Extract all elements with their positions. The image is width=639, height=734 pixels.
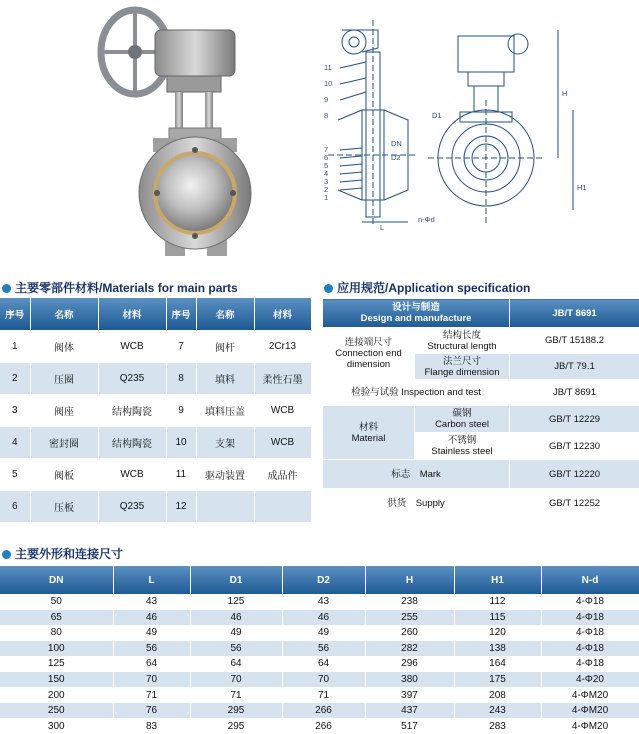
table-row [323, 460, 639, 489]
table-cell: 4-ΦM20 [541, 687, 639, 703]
callout-3: 3 [324, 177, 329, 186]
table-cell: 138 [454, 641, 541, 657]
table-cell: 300 [0, 718, 113, 734]
column-header: D2 [282, 566, 365, 594]
dims-section-title: 主要外形和连接尺寸 [2, 545, 123, 562]
column-header: 序号 [166, 298, 196, 331]
table-cell: 1 [0, 331, 30, 363]
table-cell: 10 [166, 427, 196, 459]
table-cell: 266 [282, 718, 365, 734]
table-row [323, 328, 639, 354]
table-cell: 阀板 [30, 459, 98, 491]
table-cell: 115 [454, 610, 541, 626]
butterfly-valve-image [95, 0, 285, 265]
dim-label-h: H [562, 89, 568, 98]
table-cell: 282 [365, 641, 454, 657]
table-cell: 结构陶瓷 [98, 395, 166, 427]
column-header: N-d [541, 566, 639, 594]
table-cell: 49 [113, 625, 190, 641]
dim-label-d1: D1 [432, 111, 442, 120]
table-cell: 397 [365, 687, 454, 703]
table-row [0, 395, 311, 427]
table-cell: 71 [113, 687, 190, 703]
table-cell: 阀座 [30, 395, 98, 427]
table-cell: 阀杆 [196, 331, 254, 363]
table-row [0, 610, 639, 626]
table-cell: 296 [365, 656, 454, 672]
callout-5: 5 [324, 161, 329, 170]
table-cell: WCB [98, 331, 166, 363]
design-standard-cell: JB/T 8691 [510, 299, 639, 328]
table-cell: 4-Φ18 [541, 625, 639, 641]
table-cell: 150 [0, 672, 113, 688]
table-cell: 125 [0, 656, 113, 672]
table-cell: 49 [190, 625, 282, 641]
table-cell: 4-ΦM20 [541, 703, 639, 719]
table-cell: 3 [0, 395, 30, 427]
table-cell: 266 [282, 703, 365, 719]
table-row [0, 459, 311, 491]
table-header-row [0, 566, 639, 594]
table-cell: 70 [190, 672, 282, 688]
table-cell: 4-ΦM20 [541, 718, 639, 734]
table-cell: 驱动装置 [196, 459, 254, 491]
table-cell: 65 [0, 610, 113, 626]
table-cell: 295 [190, 703, 282, 719]
materials-section-title: 主要零部件材料/Materials for main parts [2, 279, 238, 296]
bullet-icon [2, 284, 11, 293]
table-cell: 46 [282, 610, 365, 626]
table-cell: 4-Φ18 [541, 594, 639, 610]
table-cell: 9 [166, 395, 196, 427]
technical-drawing [318, 0, 638, 235]
table-cell: WCB [254, 427, 311, 459]
table-row [323, 406, 639, 433]
dim-label-dn: DN [391, 139, 402, 148]
table-row [0, 427, 311, 459]
carbon-steel-standard: GB/T 12229 [510, 406, 639, 433]
table-cell: 填料 [196, 363, 254, 395]
table-cell [196, 491, 254, 523]
column-header: DN [0, 566, 113, 594]
dim-label-l: L [380, 223, 385, 232]
table-cell: 255 [365, 610, 454, 626]
material-label-cell: 材料 Material [323, 406, 415, 460]
table-header-row [323, 299, 639, 328]
materials-table [0, 298, 312, 522]
table-cell: 175 [454, 672, 541, 688]
table-cell: 2 [0, 363, 30, 395]
table-cell: 49 [282, 625, 365, 641]
design-header-cell: 设计与制造 Design and manufacture [323, 299, 510, 328]
table-cell: 46 [190, 610, 282, 626]
column-header: 材料 [98, 298, 166, 331]
table-cell: 295 [190, 718, 282, 734]
table-row [0, 672, 639, 688]
column-header: H1 [454, 566, 541, 594]
table-cell: 43 [282, 594, 365, 610]
bullet-icon [324, 284, 333, 293]
table-cell: 238 [365, 594, 454, 610]
table-row [0, 641, 639, 657]
table-cell: 4 [0, 427, 30, 459]
supply-standard: GB/T 12252 [510, 489, 639, 519]
spec-section-title: 应用规范/Application specification [324, 279, 530, 296]
table-row [0, 687, 639, 703]
column-header: 材料 [254, 298, 311, 331]
table-cell: WCB [254, 395, 311, 427]
table-cell: 11 [166, 459, 196, 491]
table-header-row [0, 298, 311, 331]
table-cell: 283 [454, 718, 541, 734]
table-cell: 164 [454, 656, 541, 672]
callout-4: 4 [324, 169, 329, 178]
callout-2: 2 [324, 185, 329, 194]
table-cell: Q235 [98, 363, 166, 395]
table-cell: 56 [113, 641, 190, 657]
table-cell: 阀体 [30, 331, 98, 363]
callout-9: 9 [324, 95, 329, 104]
table-cell: 柔性石墨 [254, 363, 311, 395]
callout-7: 7 [324, 145, 329, 154]
table-cell: WCB [98, 459, 166, 491]
table-cell: 260 [365, 625, 454, 641]
table-cell: 70 [113, 672, 190, 688]
table-cell: 支架 [196, 427, 254, 459]
supply-label-cell: 供货 Supply [323, 489, 510, 519]
flange-dimension-standard: JB/T 79.1 [510, 354, 639, 380]
callout-6: 6 [324, 153, 329, 162]
column-header: 名称 [30, 298, 98, 331]
dim-label-nd: n-Φd [418, 215, 435, 224]
bullet-icon [2, 550, 11, 559]
table-cell: 4-Φ18 [541, 656, 639, 672]
column-header: 名称 [196, 298, 254, 331]
connection-label-cell: 连接端尺寸 Connection end dimension [323, 328, 415, 380]
table-cell: 46 [113, 610, 190, 626]
stainless-steel-standard: GB/T 12230 [510, 433, 639, 460]
table-cell: 120 [454, 625, 541, 641]
table-cell: 71 [282, 687, 365, 703]
table-cell: 125 [190, 594, 282, 610]
table-cell: 71 [190, 687, 282, 703]
table-cell: 压圈 [30, 363, 98, 395]
table-row [0, 594, 639, 610]
table-cell: 5 [0, 459, 30, 491]
table-cell: 112 [454, 594, 541, 610]
structural-length-cell: 结构长度 Structural length [415, 328, 510, 354]
table-row [0, 363, 311, 395]
table-cell: 12 [166, 491, 196, 523]
table-cell: 4-Φ18 [541, 610, 639, 626]
table-row [0, 718, 639, 734]
table-cell [254, 491, 311, 523]
table-row [0, 331, 311, 363]
table-cell: 7 [166, 331, 196, 363]
table-cell: 200 [0, 687, 113, 703]
flange-dimension-cell: 法兰尺寸 Flange dimension [415, 354, 510, 380]
table-cell: 208 [454, 687, 541, 703]
table-cell: 56 [282, 641, 365, 657]
callout-11: 11 [324, 63, 332, 72]
table-cell: 76 [113, 703, 190, 719]
table-cell: 80 [0, 625, 113, 641]
table-cell: 密封圈 [30, 427, 98, 459]
table-row [0, 491, 311, 523]
valve-photo [95, 0, 285, 265]
structural-length-standard: GB/T 15188.2 [510, 328, 639, 354]
table-row [0, 625, 639, 641]
table-cell: 压板 [30, 491, 98, 523]
table-cell: 70 [282, 672, 365, 688]
table-cell: 100 [0, 641, 113, 657]
column-header: 序号 [0, 298, 30, 331]
table-cell: 43 [113, 594, 190, 610]
table-row [323, 380, 639, 406]
table-cell: 8 [166, 363, 196, 395]
table-cell: 83 [113, 718, 190, 734]
table-cell: 64 [282, 656, 365, 672]
mark-standard: GB/T 12220 [510, 460, 639, 489]
callout-10: 10 [324, 79, 333, 88]
table-cell: 56 [190, 641, 282, 657]
table-cell: 243 [454, 703, 541, 719]
table-cell: 50 [0, 594, 113, 610]
table-row [0, 656, 639, 672]
table-cell: 填料压盖 [196, 395, 254, 427]
mark-label-cell: 标志 Mark [323, 460, 510, 489]
dimensions-table [0, 566, 639, 734]
column-header: L [113, 566, 190, 594]
inspection-standard: JB/T 8691 [510, 380, 639, 406]
table-cell: 437 [365, 703, 454, 719]
stainless-steel-cell: 不锈钢 Stainless steel [415, 433, 510, 460]
spec-table [322, 298, 639, 519]
table-cell: 4-Φ20 [541, 672, 639, 688]
table-cell: 4-Φ18 [541, 641, 639, 657]
table-row [0, 703, 639, 719]
table-row [323, 489, 639, 519]
table-cell: 64 [190, 656, 282, 672]
table-cell: 517 [365, 718, 454, 734]
table-cell: 成品件 [254, 459, 311, 491]
table-cell: 结构陶瓷 [98, 427, 166, 459]
column-header: D1 [190, 566, 282, 594]
table-cell: 250 [0, 703, 113, 719]
valve-section-drawing [318, 0, 638, 235]
column-header: H [365, 566, 454, 594]
dim-label-d2: D2 [391, 153, 401, 162]
table-cell: 380 [365, 672, 454, 688]
dim-label-h1: H1 [577, 183, 587, 192]
carbon-steel-cell: 碳钢 Carbon steel [415, 406, 510, 433]
callout-8: 8 [324, 111, 329, 120]
table-cell: 64 [113, 656, 190, 672]
table-cell: 2Cr13 [254, 331, 311, 363]
inspection-label-cell: 检验与试验 Inspection and test [323, 380, 510, 406]
table-cell: 6 [0, 491, 30, 523]
table-cell: Q235 [98, 491, 166, 523]
callout-1: 1 [324, 193, 329, 202]
